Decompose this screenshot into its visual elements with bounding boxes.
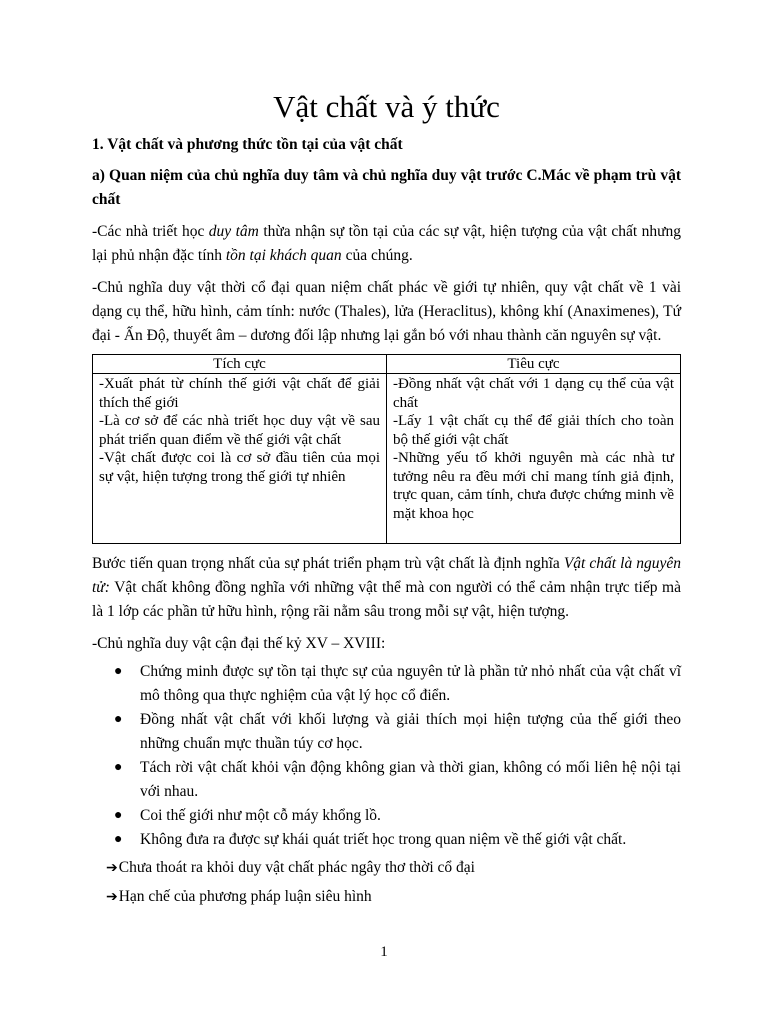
italic-term: Vật chất là nguyên tử:	[92, 555, 681, 596]
bullet-icon: ●	[114, 808, 123, 823]
list-item: ● Coi thế giới như một cỗ máy khổng lồ.	[140, 804, 681, 828]
table-cell-negative	[387, 374, 681, 544]
list-item: ● Không đưa ra được sự khái quát triết học trong quan niệm về thế giới vật chất.	[140, 828, 681, 852]
bullet-icon: ●	[114, 712, 123, 727]
list-item: ● Tách rời vật chất khỏi vận động không gian và thời gian, không có mối liên hệ nội tại với nhau.	[140, 756, 681, 804]
arrow-right-icon: ➔	[106, 861, 118, 876]
text-run: Bước tiến quan trọng nhất của sự phát triển phạm trù vật chất là định nghĩa	[92, 555, 564, 572]
table-cell-line: -Vật chất được coi là cơ sở đầu tiên của mọi sự vật, hiện tượng trong thế giới tự nhiên	[99, 450, 380, 485]
paragraph-modern-materialism: -Chủ nghĩa duy vật cận đại thế kỷ XV – XVIII:	[92, 635, 386, 652]
italic-term: tồn tại khách quan	[225, 247, 342, 264]
page-title: Vật chất và ý thức	[273, 89, 500, 124]
list-item: ● Chứng minh được sự tồn tại thực sự của nguyên tử là phần tử nhỏ nhất của vật chất vĩ mô thông qua thực nghiệm của vật lý học cổ điển.	[140, 660, 681, 708]
section-heading: 1. Vật chất và phương thức tồn tại của vật chất	[92, 136, 403, 153]
text-run: của chúng.	[341, 247, 413, 264]
paragraph-atom-definition	[92, 552, 681, 624]
bullet-icon: ●	[114, 832, 123, 847]
table-cell-line: -Lấy 1 vật chất cụ thể để giải thích cho toàn bộ thế giới vật chất	[393, 413, 674, 448]
table-header-positive: Tích cực	[93, 355, 387, 374]
list-item: ● Đồng nhất vật chất với khối lượng và giải thích mọi hiện tượng của thế giới theo những chuẩn mực thuần túy cơ học.	[140, 708, 681, 756]
table-cell-positive	[93, 374, 387, 544]
text-run: Vật chất không đồng nghĩa với những vật thể mà con người có thể cảm nhận trực tiếp mà là 1 lớp các phần tử hữu hình, rộng rãi nằm sâu trong mỗi sự vật, hiện tượng.	[92, 579, 681, 620]
table-cell-line: -Xuất phát từ chính thế giới vật chất để giải thích thế giới	[99, 376, 380, 411]
italic-term: duy tâm	[208, 223, 259, 240]
subsection-heading: a) Quan niệm của chủ nghĩa duy tâm và chủ nghĩa duy vật trước C.Mác về phạm trù vật chất	[92, 167, 681, 208]
table-row	[93, 374, 681, 544]
conclusion-line: ➔Hạn chế của phương pháp luận siêu hình	[106, 888, 372, 905]
conclusion-line: ➔Chưa thoát ra khỏi duy vật chất phác ngây thơ thời cổ đại	[106, 859, 475, 876]
table-cell-line: -Đồng nhất vật chất với 1 dạng cụ thể của vật chất	[393, 376, 674, 411]
paragraph-idealism	[92, 220, 681, 268]
arrow-right-icon: ➔	[106, 890, 118, 905]
table-cell-line: -Những yếu tố khởi nguyên mà các nhà tư tưởng nêu ra đều mới chỉ mang tính giả định, trực quan, cảm tính, chưa được chứng minh về mặt khoa học	[393, 450, 674, 522]
page-number: 1	[380, 944, 388, 960]
table-header-negative: Tiêu cực	[387, 355, 681, 374]
bullet-icon: ●	[114, 664, 123, 679]
comparison-table	[92, 354, 681, 544]
text-run: thừa nhận sự tồn tại của các sự vật, hiện tượng của vật chất nhưng lại phủ nhận đặc tính	[92, 223, 682, 264]
bullet-list	[92, 660, 681, 852]
table-cell-line: -Là cơ sở để các nhà triết học duy vật về sau phát triển quan điểm về thế giới vật chất	[99, 413, 380, 448]
text-run: -Các nhà triết học	[92, 223, 209, 240]
bullet-icon: ●	[114, 760, 123, 775]
paragraph-ancient-materialism: -Chủ nghĩa duy vật thời cổ đại quan niệm chất phác về giới tự nhiên, quy vật chất về 1 vài dạng cụ thể, hữu hình, cảm tính: nước (Thales), lửa (Heraclitus), không khí (Anaximenes), Tứ đại - Ấn Độ, thuyết âm – dương đối lập nhưng lại gắn bó với nhau thành căn nguyên sự vật.	[92, 279, 681, 344]
